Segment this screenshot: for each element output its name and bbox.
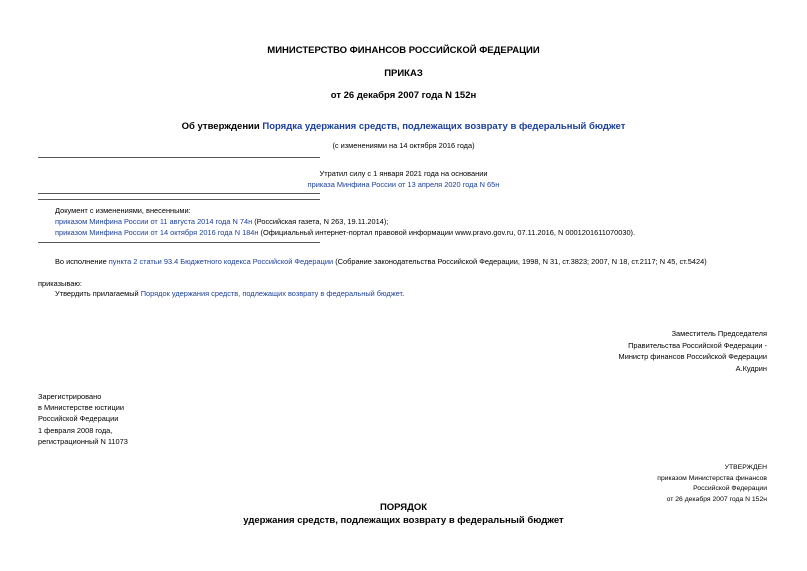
order-item-suffix: . [402, 289, 405, 298]
registration-line: Зарегистрировано [38, 392, 102, 401]
order-item-prefix: Утвердить прилагаемый [55, 289, 141, 298]
date-number-heading: от 26 декабря 2007 года N 152н [330, 90, 477, 101]
approved-line: от 26 декабря 2007 года N 152н [666, 495, 767, 503]
change-order-184n-link[interactable]: приказом Минфина России от 14 октября 2016 года N 184н [55, 228, 259, 237]
change-item-text: (Российская газета, N 263, 19.11.2014); [252, 217, 389, 226]
approved-line: приказом Министерства финансов [657, 474, 767, 482]
amendment-note: (с изменениями на 14 октября 2016 года) [332, 141, 475, 150]
registration-line: Российской Федерации [38, 414, 119, 424]
signature-block [619, 328, 767, 374]
changes-item [55, 228, 635, 237]
signature-line: Заместитель Председателя [671, 329, 767, 338]
registration-line: в Министерстве юстиции [38, 403, 125, 413]
divider [38, 242, 320, 243]
title-prefix: Об утверждении [181, 121, 263, 132]
title-procedure-link[interactable]: Порядка удержания средств, подлежащих возврату в федеральный бюджет [262, 121, 626, 132]
basis-paragraph [55, 257, 707, 266]
procedure-link[interactable]: Порядок удержания средств, подлежащих возврату в федеральный бюджет [140, 289, 403, 298]
order-word: приказываю: [38, 279, 82, 288]
change-order-74n-link[interactable]: приказом Минфина России от 11 августа 2014 года N 74н [55, 217, 253, 226]
registration-line: регистрационный N 11073 [38, 436, 128, 446]
divider [38, 157, 320, 158]
ministry-heading: МИНИСТЕРСТВО ФИНАНСОВ РОССИЙСКОЙ ФЕДЕРАЦИИ [267, 45, 540, 56]
document-title [0, 121, 807, 132]
registration-line: 1 февраля 2008 года, [38, 425, 113, 435]
budget-code-link[interactable]: пункта 2 статьи 93.4 Бюджетного кодекса Российской Федерации [108, 257, 334, 266]
basis-suffix: (Собрание законодательства Российской Федерации, 1998, N 31, ст.3823; 2007, N 18, ст.2117; N 45, ст.5424) [333, 257, 707, 266]
approved-line: УТВЕРЖДЕН [724, 464, 767, 471]
signature-line: А.Кудрин [735, 363, 767, 373]
changes-item [55, 217, 388, 226]
expired-line: Утратил силу с 1 января 2021 года на основании [319, 169, 488, 178]
signature-line: Министр финансов Российской Федерации [618, 352, 767, 361]
divider [38, 199, 320, 200]
signature-line: Правительства Российской Федерации - [628, 340, 767, 350]
divider [38, 193, 320, 194]
procedure-title: ПОРЯДОК [379, 502, 428, 513]
approved-block [657, 463, 767, 505]
changes-intro: Документ с изменениями, внесенными: [55, 206, 191, 215]
expired-order-link[interactable]: приказа Минфина России от 13 апреля 2020 года N 65н [307, 180, 500, 189]
registration-block [38, 391, 128, 447]
basis-prefix: Во исполнение [55, 257, 109, 266]
order-item [55, 289, 404, 298]
change-item-text: (Официальный интернет-портал правовой информации www.pravo.gov.ru, 07.11.2016, N 0001201611070030). [258, 228, 636, 237]
approved-line: Российской Федерации [693, 485, 767, 492]
doc-type-heading: ПРИКАЗ [384, 68, 423, 79]
procedure-subtitle: удержания средств, подлежащих возврату в федеральный бюджет [243, 515, 564, 526]
